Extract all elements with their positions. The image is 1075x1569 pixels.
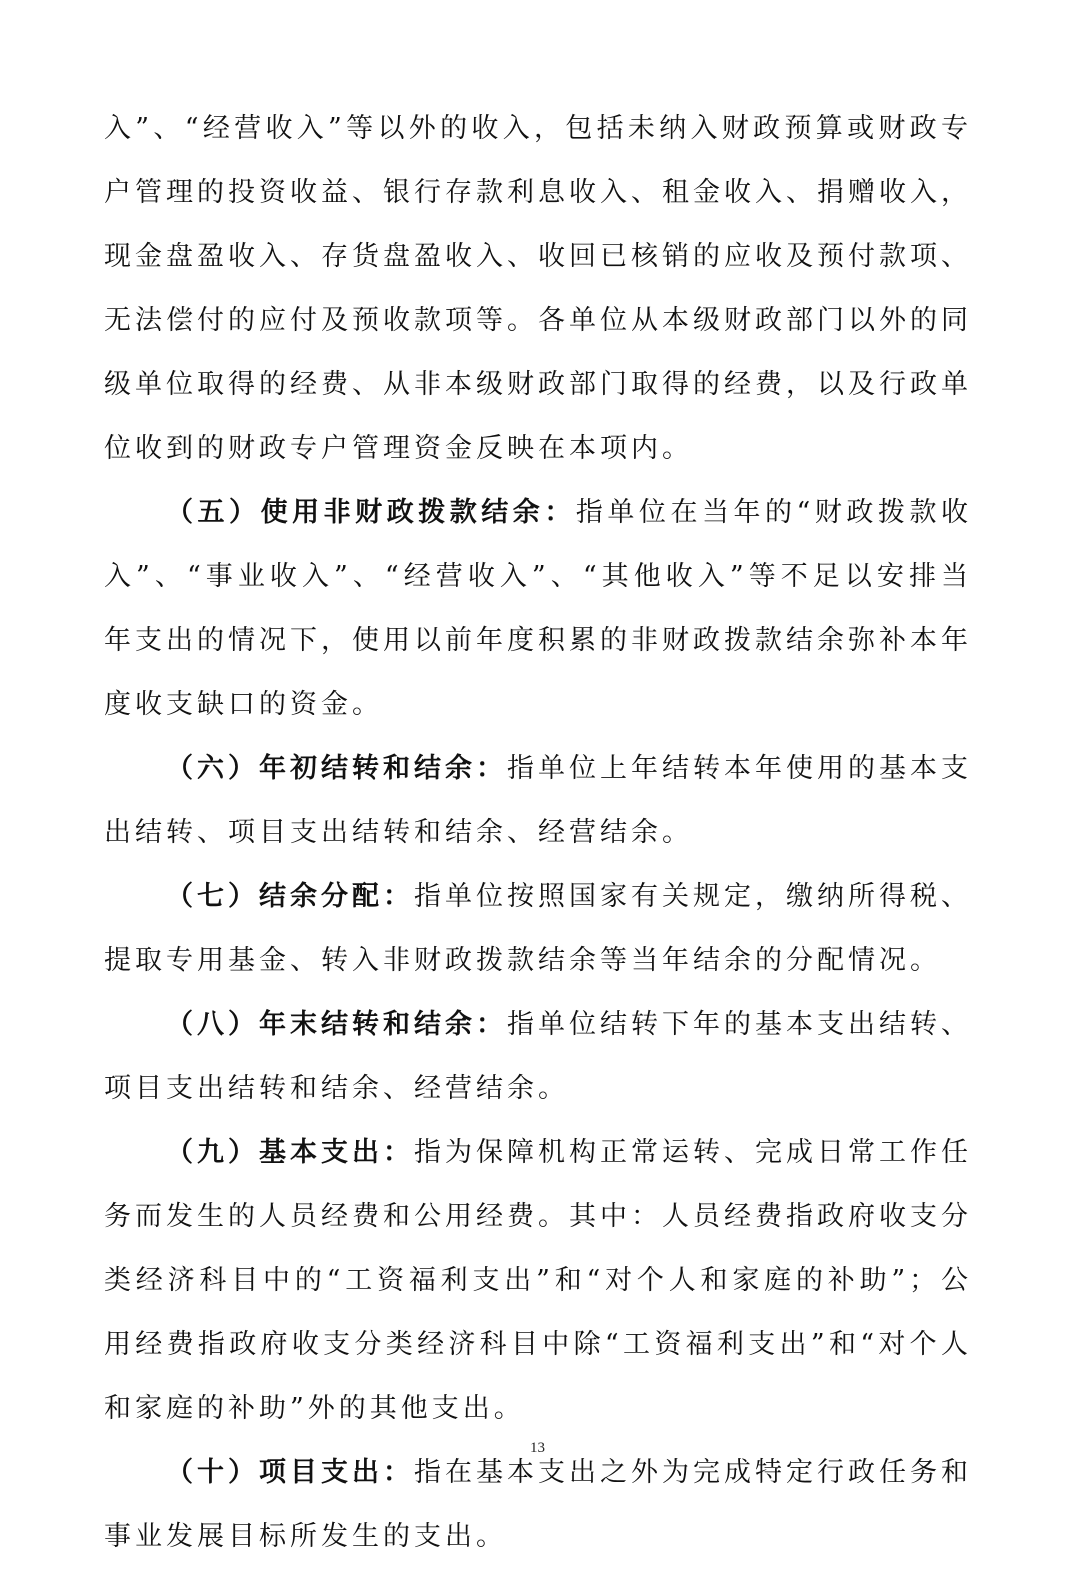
paragraph-item-9: [104, 1121, 972, 1441]
paragraph-text: 指单位按照国家有关规定，缴纳所得税、提取专用基金、转入非财政拨款结余等当年结余的分配情况。: [104, 881, 972, 976]
term-heading: （九）基本支出：: [166, 1137, 414, 1168]
term-heading: （五）使用非财政拨款结余：: [166, 497, 576, 528]
paragraph-text: 指单位结转下年的基本支出结转、项目支出结转和结余、经营结余。: [104, 1009, 972, 1104]
page-number: 13: [530, 1440, 545, 1456]
paragraph-text: 指单位在当年的“财政拨款收入”、“事业收入”、“经营收入”、“其他收入”等不足以安排当年支出的情况下，使用以前年度积累的非财政拨款结余弥补本年度收支缺口的资金。: [104, 497, 972, 720]
paragraph-text: 指为保障机构正常运转、完成日常工作任务而发生的人员经费和公用经费。其中：人员经费指政府收支分类经济科目中的“工资福利支出”和“对个人和家庭的补助”；公用经费指政府收支分类经济科目中除“工资福利支出”和“对个人和家庭的补助”外的其他支出。: [104, 1137, 972, 1424]
term-heading: （十）项目支出：: [166, 1457, 414, 1488]
paragraph-other-income-continued: [104, 97, 972, 481]
term-heading: （七）结余分配：: [166, 881, 414, 912]
paragraph-item-7: [104, 865, 972, 993]
term-heading: （八）年末结转和结余：: [166, 1009, 507, 1040]
paragraph-text: 入”、“经营收入”等以外的收入，包括未纳入财政预算或财政专户管理的投资收益、银行存款利息收入、租金收入、捐赠收入，现金盘盈收入、存货盘盈收入、收回已核销的应收及预付款项、无法偿付的应付及预收款项等。各单位从本级财政部门以外的同级单位取得的经费、从非本级财政部门取得的经费，以及行政单位收到的财政专户管理资金反映在本项内。: [104, 113, 972, 464]
paragraph-text: 指在基本支出之外为完成特定行政任务和事业发展目标所发生的支出。: [104, 1457, 972, 1552]
paragraph-item-8: [104, 993, 972, 1121]
document-body: [104, 97, 972, 1569]
paragraph-item-6: [104, 737, 972, 865]
paragraph-item-5: [104, 481, 972, 737]
paragraph-text: 指单位上年结转本年使用的基本支出结转、项目支出结转和结余、经营结余。: [104, 753, 972, 848]
term-heading: （六）年初结转和结余：: [166, 753, 507, 784]
paragraph-item-10: [104, 1441, 972, 1569]
